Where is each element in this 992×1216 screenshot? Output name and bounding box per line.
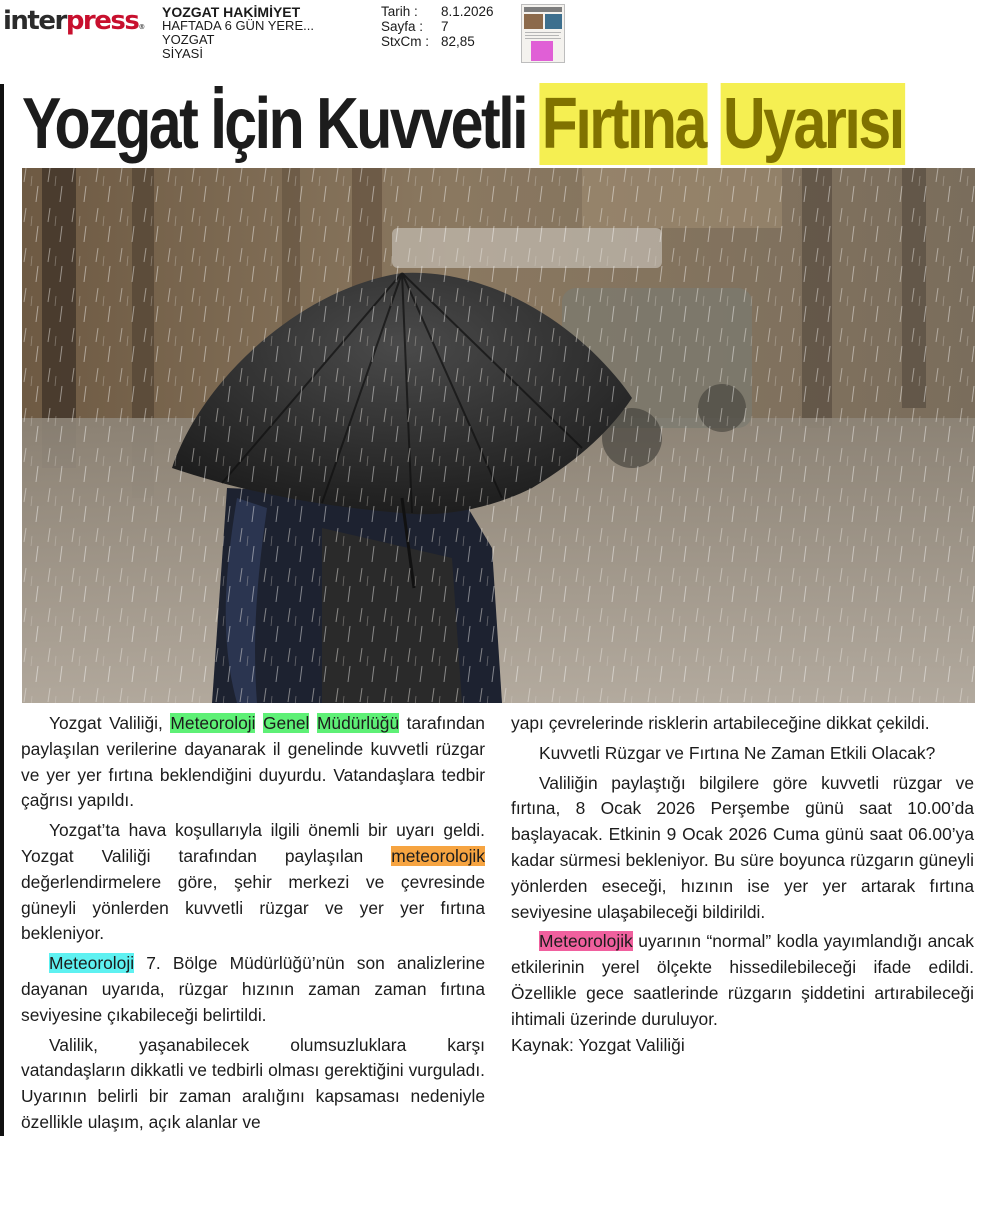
paragraph-3: Meteoroloji 7. Bölge Müdürlüğü’nün son analizlerine dayanan uyarıda, rüzgar hızının zaman zaman fırtına seviyesine çıkabileceği belirtildi.	[21, 953, 485, 1025]
source-line: Kaynak: Yozgat Valiliği	[511, 1034, 685, 1055]
headline-highlight-2: Uyarısı	[720, 83, 905, 165]
page-value: 7	[441, 19, 449, 34]
highlight-meteorolojik-2: Meteorolojik	[539, 931, 633, 952]
margin-rule	[0, 84, 4, 1136]
article-column-1	[21, 711, 485, 1140]
highlight-mudurlugu: Müdürlüğü	[316, 713, 400, 733]
highlight-genel: Genel	[263, 713, 310, 733]
stxcm-value: 82,85	[441, 34, 475, 49]
paragraph-1: Yozgat Valiliği, Meteoroloji Genel Müdürlüğü tarafından paylaşılan verilerine dayanarak il genelinde kuvvetli rüzgar ve yer yer fırtına beklendiğini duyurdu. Vatandaşlara tedbir çağrısı yapıldı.	[21, 713, 485, 811]
paragraph-6: Meteorolojik uyarının “normal” kodla yayımlandığı ancak etkilerinin yerel ölçekte hissedilebileceği ifade edildi. Özellikle gece saatlerinde rüzgarın şiddetini artırabileceği ihtimali üzerinde duruluyor. Kaynak: Yozgat Valiliği	[511, 931, 974, 1055]
headline-highlight-1: Fırtına	[539, 83, 707, 165]
highlight-meteorolojik: meteorolojik	[391, 845, 485, 866]
subheading: Kuvvetli Rüzgar ve Fırtına Ne Zaman Etkili Olacak?	[539, 742, 936, 763]
paragraph-5: Valiliğin paylaştığı bilgilere göre kuvvetli rüzgar ve fırtına, 8 Ocak 2026 Perşembe günü saat 10.00’da başlayacak. Etkinin 9 Ocak 2026 Cuma günü saat 06.00’ya kadar sürmesi bekleniyor. Bu süre boyunca rüzgarın güneyli yönlerden eseceği, hızının ise yer yer artarak fırtına seviyesine ulaşabileceği bildirildi.	[511, 772, 974, 922]
page-row: Sayfa : 7	[381, 19, 449, 34]
interpress-logo: interpress®	[3, 6, 146, 36]
date-row: Tarih : 8.1.2026	[381, 4, 494, 19]
publication-name: YOZGAT HAKİMİYET	[162, 4, 301, 20]
page-thumbnail[interactable]	[521, 4, 565, 63]
paragraph-2: Yozgat’ta hava koşullarıyla ilgili önemli bir uyarı geldi. Yozgat Valiliği tarafından paylaşılan meteorolojik değerlendirmelere göre, şehir merkezi ve çevresinde güneyli yönlerden kuvvetli rüzgar ve yer yer fırtına bekleniyor.	[21, 820, 485, 944]
paragraph-4: Valilik, yaşanabilecek olumsuzluklara karşı vatandaşların dikkatli ve tedbirli olması gerektiğini vurguladı. Uyarının belirli bir zaman aralığını kapsaması nedeniyle özellikle ulaşım, açık alanlar ve	[21, 1034, 485, 1132]
date-value: 8.1.2026	[441, 4, 494, 19]
publication-city: YOZGAT	[162, 32, 215, 47]
clip-location-marker	[531, 41, 553, 61]
rain-umbrella-photo	[22, 168, 975, 703]
clipping-meta	[381, 4, 494, 49]
registered-mark: ®	[138, 23, 146, 31]
highlight-meteoroloji-2: Meteoroloji	[49, 953, 135, 974]
headline: Yozgat İçin Kuvvetli Fırtına Uyarısı	[22, 86, 905, 162]
article-column-2	[511, 711, 974, 1062]
publication-frequency: HAFTADA 6 GÜN YERE...	[162, 18, 314, 33]
paragraph-4-continued: yapı çevrelerinde risklerin artabileceğine dikkat çekildi.	[511, 713, 930, 733]
stxcm-row: StxCm : 82,85	[381, 34, 475, 49]
publication-category: SİYASİ	[162, 46, 203, 61]
highlight-meteoroloji: Meteoroloji	[170, 713, 256, 733]
publication-info	[162, 5, 314, 61]
